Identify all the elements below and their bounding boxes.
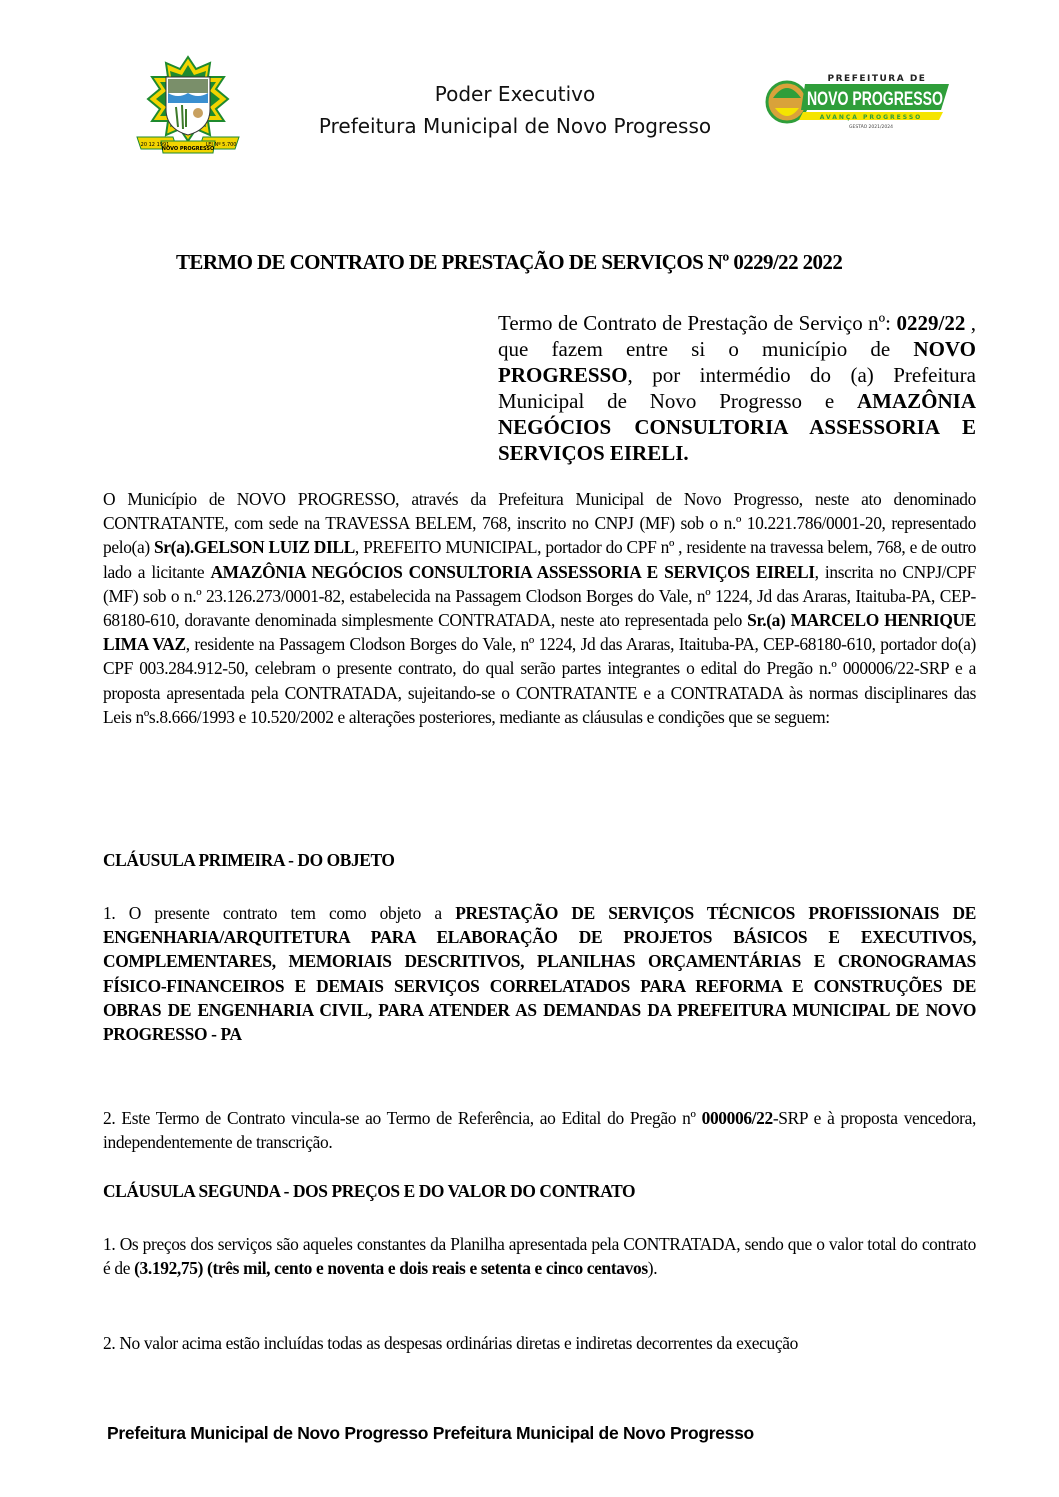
- logo-slogan: AVANÇA PROGRESSO: [819, 114, 923, 121]
- municipal-crest-icon: [133, 55, 243, 155]
- contract-object: PRESTAÇÃO DE SERVIÇOS TÉCNICOS PROFISSIONAIS DE ENGENHARIA/ARQUITETURA PARA ELABORAÇÃO DE PROJETOS BÁSICOS E EXECUTIVOS, COMPLEMENTARES, MEMORIAIS DESCRITIVOS, PLANILHAS ORÇAMENTÁRIAS E CRONOGRAMAS FÍSICO-FINANCEIROS E DEMAIS SERVIÇOS CORRELATADOS PARA REFORMA E CONSTRUÇÕES DE OBRAS DE ENGENHARIA CIVIL, PARA ATENDER AS DEMANDAS DA PREFEITURA MUNICIPAL DE NOVO PROGRESSO - PA: [103, 903, 976, 1045]
- clause-2-heading: CLÁUSULA SEGUNDA - DOS PREÇOS E DO VALOR DO CONTRATO: [103, 1181, 636, 1201]
- crest-banner-right: LEI Nº 5.700: [205, 142, 237, 148]
- clause-1-heading: CLÁUSULA PRIMEIRA - DO OBJETO: [103, 850, 395, 870]
- clause-2-item-1-text: 1. Os preços dos serviços são aqueles constantes da Planilha apresentada pela CONTRATADA, sendo que o valor total do contrato é de: [103, 1234, 976, 1279]
- header-title: [270, 78, 760, 142]
- clause-2-item-2: [103, 1331, 976, 1355]
- clause-2-item-1: [103, 1232, 976, 1280]
- preamble-text-4: , residente na Passagem Clodson Borges do Vale, nº 1224, Jd das Araras, Itaituba-PA, CEP-68180-610, portador do(a) CPF 003.284.912-50, celebram o presente contrato, do qual serão partes integrantes o edital do Pregão n.º 000006/22-SRP e a proposta apresentada pela CONTRATADA, sujeitando-se o CONTRATANTE e a CONTRATADA às normas disciplinares das Leis nºs.8.666/1993 e 10.520/2002 e alterações posteriores, mediante as cláusulas e condições que se seguem:: [103, 634, 976, 727]
- contractor-name: AMAZÔNIA NEGÓCIOS CONSULTORIA ASSESSORIA E SERVIÇOS EIRELI: [210, 561, 815, 582]
- clause-2-item-1-end: ).: [647, 1258, 658, 1279]
- summary-text-3: , por intermédio do (a) Prefeitura Municipal de Novo Progresso e: [498, 363, 976, 413]
- crest-banner-center: NOVO PROGRESSO: [161, 146, 215, 152]
- preamble-text-3: , inscrita no CNPJ/CPF (MF) sob o n.º 23.126.273/0001-82, estabelecida na Passagem Clodson Borges do Vale, nº 1224, Jd das Araras, Itaituba-PA, CEP-68180-610, doravante denominada simplesmente CONTRATADA, neste ato representada pelo: [103, 561, 976, 631]
- page-footer: Prefeitura Municipal de Novo Progresso Prefeitura Municipal de Novo Progresso: [107, 1423, 754, 1443]
- header-line-1: Poder Executivo: [434, 82, 596, 106]
- clause-1-item-1-text: 1. O presente contrato tem como objeto a: [103, 903, 456, 923]
- prefeitura-logo-icon: [765, 68, 955, 133]
- pregao-number: 000006/22: [701, 1108, 773, 1128]
- clause-1-item-2-text-2: -SRP e à proposta vencedora, independentemente de transcrição.: [103, 1108, 976, 1153]
- summary-company: AMAZÔNIA NEGÓCIOS CONSULTORIA ASSESSORIA E SERVIÇOS EIRELI.: [498, 389, 976, 465]
- summary-municipality: NOVO PROGRESSO: [498, 337, 976, 387]
- summary-contract-number: 0229/22: [896, 311, 966, 335]
- summary-text-2: , que fazem entre si o município de: [498, 311, 977, 361]
- clause-1-item-1: [103, 901, 976, 1046]
- header-line-2: Prefeitura Municipal de Novo Progresso: [318, 114, 712, 138]
- logo-term: GESTÃO 2021/2024: [849, 125, 893, 130]
- preamble-text-2: , PREFEITO MUNICIPAL, portador do CPF nº , residente na travessa belem, 768, e de outro lado a licitante: [103, 537, 976, 582]
- logo-main-text: NOVO PROGRESSO: [807, 89, 943, 110]
- crest-banner-left: 20 12 1991: [140, 142, 170, 148]
- clause-1-item-2-text-1: 2. Este Termo de Contrato vincula-se ao Termo de Referência, ao Edital do Pregão nº: [103, 1108, 702, 1128]
- preamble-text-1: O Município de NOVO PROGRESSO, através da Prefeitura Municipal de Novo Progresso, neste ato denominado CONTRATANTE, com sede na TRAVESSA BELEM, 768, inscrito no CNPJ (MF) sob o n.º 10.221.786/0001-20, representado pelo(a): [103, 489, 976, 558]
- preamble-paragraph: [103, 487, 976, 729]
- summary-text-1: Termo de Contrato de Prestação de Serviço nº:: [498, 311, 892, 335]
- document-title: TERMO DE CONTRATO DE PRESTAÇÃO DE SERVIÇOS Nº 0229/22 2022: [176, 250, 843, 274]
- logo-top-text: PREFEITURA DE: [827, 74, 927, 84]
- contract-value: (3.192,75) (três mil, cento e noventa e dois reais e setenta e cinco centavos: [134, 1258, 648, 1279]
- contract-summary: [498, 310, 976, 466]
- clause-1-item-2: [103, 1106, 976, 1154]
- mayor-name: Sr(a).GELSON LUIZ DILL: [153, 537, 355, 558]
- clause-2-item-2-text: 2. No valor acima estão incluídas todas as despesas ordinárias diretas e indiretas decorrentes da execução: [103, 1333, 798, 1353]
- representative-name: Sr.(a) MARCELO HENRIQUE LIMA VAZ: [103, 610, 976, 655]
